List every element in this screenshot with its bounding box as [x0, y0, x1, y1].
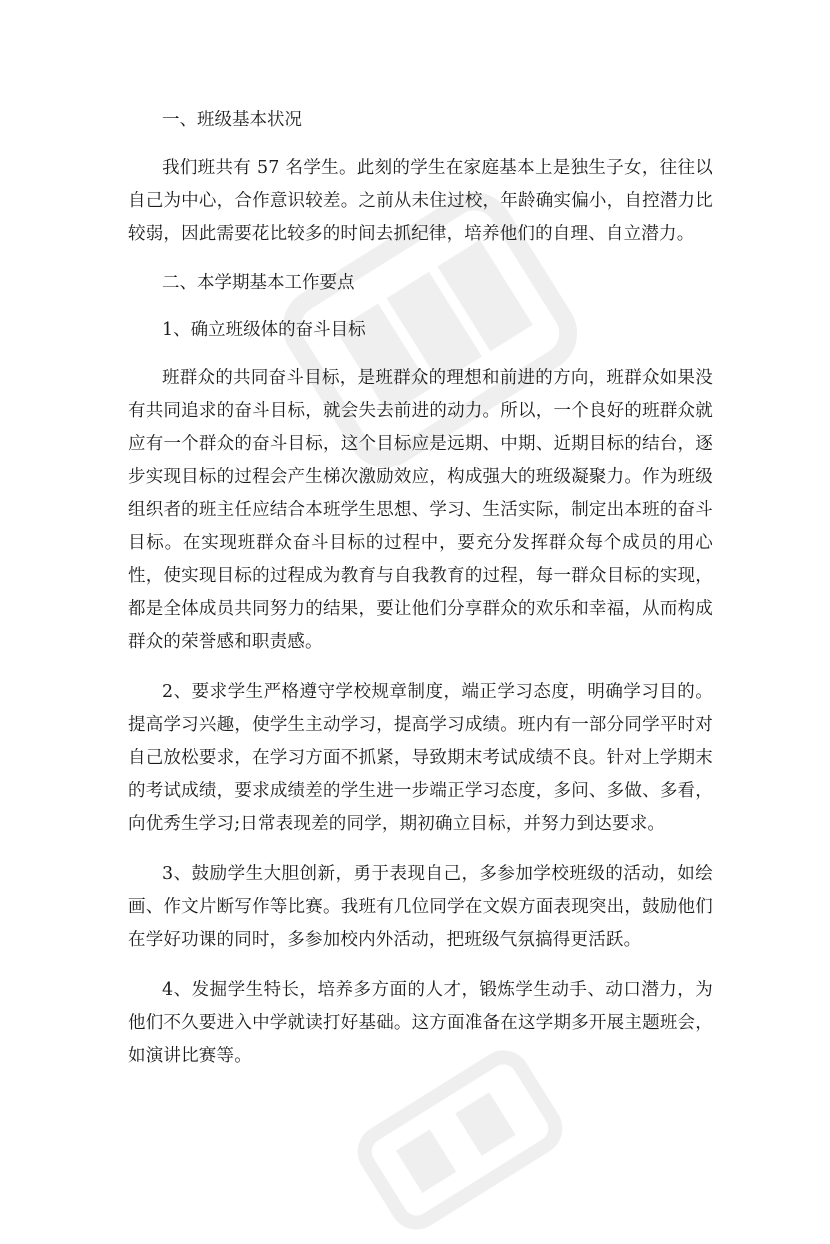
item1-heading: 1、确立班级体的奋斗目标	[162, 320, 366, 340]
section1-heading: 一、班级基本状况	[162, 110, 302, 130]
section2-heading: 二、本学期基本工作要点	[162, 273, 355, 293]
item3-paragraph: 3、鼓励学生大胆创新，勇于表现自己，多参加学校班级的活动，如绘画、作文片断写作等比赛。我班有几位同学在文娱方面表现突出，鼓励他们在学好功课的同时，多参加校内外活动，把班级气氛搞得更活跃。	[128, 864, 713, 950]
section1-paragraph: 我们班共有 57 名学生。此刻的学生在家庭基本上是独生子女，往往以自己为中心，合作意识较差。之前从未住过校，年龄确实偏小，自控潜力比较弱，因此需要花比较多的时间去抓纪律，培养他们的自理、自立潜力。	[128, 158, 713, 244]
item1-paragraph: 班群众的共同奋斗目标，是班群众的理想和前进的方向，班群众如果没有共同追求的奋斗目标，就会失去前进的动力。所以，一个良好的班群众就应有一个群众的奋斗目标，这个目标应是远期、中期、近期目标的结台，逐步实现目标的过程会产生梯次激励效应，构成强大的班级凝聚力。作为班级组织者的班主任应结合本班学生思想、学习、生活实际，制定出本班的奋斗目标。在实现班群众奋斗目标的过程中，要充分发挥群众每个成员的用心性，使实现目标的过程成为教育与自我教育的过程，每一群众目标的实现，都是全体成员共同努力的结果，要让他们分享群众的欢乐和幸福，从而构成群众的荣誉感和职责感。	[128, 368, 713, 652]
item2-paragraph: 2、要求学生严格遵守学校规章制度，端正学习态度，明确学习目的。提高学习兴趣，使学生主动学习，提高学习成绩。班内有一部分同学平时对自己放松要求，在学习方面不抓紧，导致期末考试成绩不良。针对上学期末的考试成绩，要求成绩差的学生进一步端正学习态度，多问、多做、多看，向优秀生学习;日常表现差的同学，期初确立目标，并努力到达要求。	[128, 682, 713, 834]
document-page	[128, 105, 713, 1073]
item4-paragraph: 4、发掘学生特长，培养多方面的人才，锻炼学生动手、动口潜力，为他们不久要进入中学就读打好基础。这方面准备在这学期多开展主题班会，如演讲比赛等。	[128, 980, 713, 1066]
